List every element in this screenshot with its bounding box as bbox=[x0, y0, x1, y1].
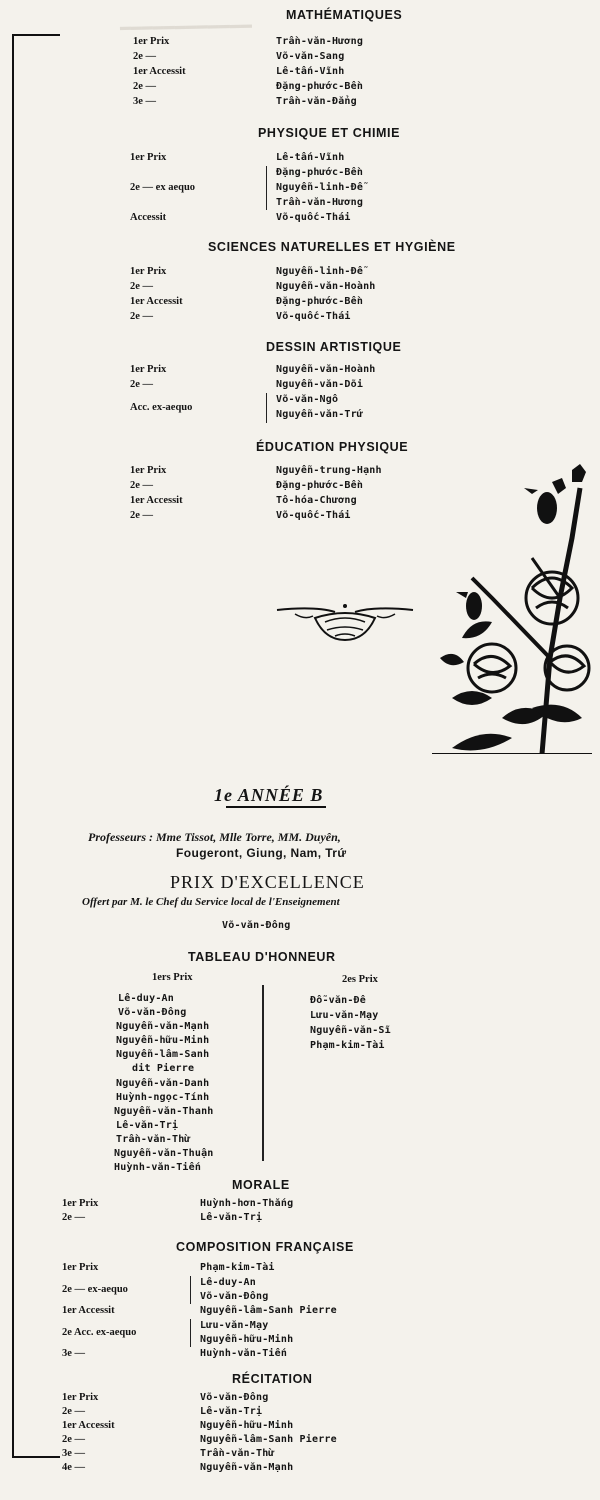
sciences-name-1: Nguyễn-linh-Đễ bbox=[276, 266, 364, 277]
tableau-col1-item: Nguyễn-văn-Thanh bbox=[114, 1106, 214, 1117]
math-rank-3: 1er Accessit bbox=[133, 66, 186, 77]
composition-name-3: Võ-văn-Đông bbox=[200, 1291, 269, 1302]
physique-heading: PHYSIQUE ET CHIMIE bbox=[258, 126, 401, 140]
education-name-4: Võ-quốc-Thái bbox=[276, 510, 351, 521]
physique-name-5: Võ-quốc-Thái bbox=[276, 212, 351, 223]
tableau-col1-item: dit Pierre bbox=[132, 1063, 195, 1074]
tableau-col1-item: Nguyễn-văn-Thuận bbox=[114, 1148, 214, 1159]
composition-name-7: Huỳnh-văn-Tiến bbox=[200, 1348, 288, 1359]
education-rank-3: 1er Accessit bbox=[130, 495, 183, 506]
recitation-name-3: Nguyễn-hữu-Minh bbox=[200, 1420, 294, 1431]
recitation-rank-1: 1er Prix bbox=[62, 1392, 99, 1403]
education-name-2: Đặng-phước-Bền bbox=[276, 480, 364, 491]
math-rank-2: 2e — bbox=[133, 51, 157, 62]
sciences-rank-2: 2e — bbox=[130, 281, 154, 292]
sciences-name-3: Đặng-phước-Bền bbox=[276, 296, 364, 307]
morale-heading: MORALE bbox=[232, 1178, 290, 1192]
composition-name-6: Nguyễn-hữu-Minh bbox=[200, 1334, 294, 1345]
tableau-col1-item: Nguyễn-văn-Danh bbox=[116, 1078, 210, 1089]
margin-bracket-vertical bbox=[12, 34, 14, 1458]
physique-name-2: Đặng-phước-Bền bbox=[276, 167, 364, 178]
dessin-heading: DESSIN ARTISTIQUE bbox=[266, 340, 402, 354]
recitation-name-2: Lê-văn-Trị bbox=[200, 1406, 263, 1417]
tableau-col1-item: Huỳnh-ngọc-Tính bbox=[116, 1092, 210, 1103]
tableau-col1-item: Nguyễn-văn-Mạnh bbox=[116, 1021, 210, 1032]
sciences-rank-3: 1er Accessit bbox=[130, 296, 183, 307]
flower-bird-illustration bbox=[432, 458, 592, 754]
tableau-col2-item: Lưu-văn-Mạy bbox=[310, 1010, 379, 1021]
physique-exaequo-brace bbox=[266, 166, 267, 210]
recitation-name-4: Nguyễn-lâm-Sanh Pierre bbox=[200, 1434, 337, 1445]
sciences-heading: SCIENCES NATURELLES ET HYGIÈNE bbox=[208, 240, 456, 254]
composition-exaequo-brace-2 bbox=[190, 1319, 191, 1347]
dessin-rank-1: 1er Prix bbox=[130, 364, 167, 375]
math-name-4: Đặng-phước-Bền bbox=[276, 81, 364, 92]
recitation-rank-2: 2e — bbox=[62, 1406, 86, 1417]
math-name-5: Trần-văn-Đẳng bbox=[276, 96, 357, 107]
bleed-through-text: ▬▬▬▬▬▬▬▬▬▬▬▬ bbox=[119, 18, 253, 34]
recitation-heading: RÉCITATION bbox=[232, 1372, 313, 1386]
recitation-name-6: Nguyễn-văn-Mạnh bbox=[200, 1462, 294, 1473]
recitation-rank-4: 2e — bbox=[62, 1434, 86, 1445]
tableau-col2-item: Phạm-kim-Tài bbox=[310, 1040, 385, 1051]
tableau-col1-item: Nguyễn-lâm-Sanh bbox=[116, 1049, 210, 1060]
composition-name-4: Nguyễn-lâm-Sanh Pierre bbox=[200, 1305, 337, 1316]
physique-rank-5: Accessit bbox=[130, 212, 167, 223]
tableau-col1-item: Trần-văn-Thừ bbox=[116, 1134, 191, 1145]
composition-name-5: Lưu-văn-Mạy bbox=[200, 1320, 269, 1331]
tableau-divider bbox=[262, 985, 264, 1161]
math-rank-1: 1er Prix bbox=[133, 36, 170, 47]
physique-rank-1: 1er Prix bbox=[130, 152, 167, 163]
dessin-name-2: Nguyễn-văn-Dõi bbox=[276, 379, 364, 390]
recitation-rank-5: 3e — bbox=[62, 1448, 86, 1459]
education-heading: ÉDUCATION PHYSIQUE bbox=[256, 440, 409, 454]
recitation-name-5: Trần-văn-Thừ bbox=[200, 1448, 275, 1459]
education-rank-4: 2e — bbox=[130, 510, 154, 521]
composition-rank-1: 1er Prix bbox=[62, 1262, 99, 1273]
physique-name-1: Lê-tấn-Vĩnh bbox=[276, 152, 345, 163]
excellence-title: PRIX D'EXCELLENCE bbox=[170, 872, 365, 892]
recitation-name-1: Võ-văn-Đông bbox=[200, 1392, 269, 1403]
sciences-name-2: Nguyễn-văn-Hoành bbox=[276, 281, 376, 292]
tableau-col1-item: Võ-văn-Đông bbox=[118, 1007, 187, 1018]
sciences-name-4: Võ-quốc-Thái bbox=[276, 311, 351, 322]
composition-rank-6: 2e Acc. ex-aequo bbox=[62, 1327, 137, 1338]
tableau-heading: TABLEAU D'HONNEUR bbox=[188, 950, 336, 964]
education-rank-1: 1er Prix bbox=[130, 465, 167, 476]
physique-rank-3: 2e — ex aequo bbox=[130, 182, 196, 193]
composition-name-1: Phạm-kim-Tài bbox=[200, 1262, 275, 1273]
dessin-name-3: Võ-văn-Ngô bbox=[276, 394, 339, 405]
dessin-name-1: Nguyễn-văn-Hoành bbox=[276, 364, 376, 375]
tableau-col1-item: Lê-văn-Trị bbox=[116, 1120, 179, 1131]
tableau-col1-item: Lê-duy-An bbox=[118, 993, 174, 1004]
math-rank-4: 2e — bbox=[133, 81, 157, 92]
professeurs-line-1: Professeurs : Mme Tissot, Mlle Torre, MM. Duyên, bbox=[88, 830, 341, 844]
morale-rank-1: 1er Prix bbox=[62, 1198, 99, 1209]
margin-bracket-bottom bbox=[12, 1456, 60, 1458]
sciences-rank-4: 2e — bbox=[130, 311, 154, 322]
education-name-3: Tô-hóa-Chương bbox=[276, 495, 357, 506]
morale-rank-2: 2e — bbox=[62, 1212, 86, 1223]
tableau-col2-item: Đỗ-văn-Đê bbox=[310, 995, 366, 1006]
margin-bracket-top bbox=[12, 34, 60, 36]
morale-name-1: Huỳnh-hơn-Thắng bbox=[200, 1198, 294, 1209]
tableau-col2-item: Nguyễn-văn-Sĩ bbox=[310, 1025, 391, 1036]
ornament-divider bbox=[275, 600, 415, 644]
recitation-rank-3: 1er Accessit bbox=[62, 1420, 115, 1431]
professeurs-line-2: Fougeront, Giung, Nam, Trứ bbox=[176, 846, 347, 860]
annee-title: 1e ANNÉE B bbox=[214, 785, 324, 805]
composition-rank-7: 3e — bbox=[62, 1348, 86, 1359]
recitation-rank-6: 4e — bbox=[62, 1462, 86, 1473]
education-rank-2: 2e — bbox=[130, 480, 154, 491]
composition-heading: COMPOSITION FRANÇAISE bbox=[176, 1240, 354, 1254]
education-name-1: Nguyễn-trung-Hạnh bbox=[276, 465, 382, 476]
math-name-3: Lê-tấn-Vĩnh bbox=[276, 66, 345, 77]
composition-exaequo-brace-1 bbox=[190, 1276, 191, 1304]
dessin-exaequo-brace bbox=[266, 393, 267, 423]
physique-name-3: Nguyễn-linh-Đễ bbox=[276, 182, 364, 193]
math-name-1: Trần-văn-Hương bbox=[276, 36, 364, 47]
physique-name-4: Trần-văn-Hương bbox=[276, 197, 364, 208]
math-name-2: Võ-văn-Sang bbox=[276, 51, 345, 62]
math-heading: MATHÉMATIQUES bbox=[286, 8, 403, 22]
tableau-col2-label: 2es Prix bbox=[342, 974, 378, 985]
tableau-col1-label: 1ers Prix bbox=[152, 972, 193, 983]
math-rank-5: 3e — bbox=[133, 96, 157, 107]
sciences-rank-1: 1er Prix bbox=[130, 266, 167, 277]
composition-name-2: Lê-duy-An bbox=[200, 1277, 256, 1288]
composition-rank-4: 1er Accessit bbox=[62, 1305, 115, 1316]
dessin-rank-2: 2e — bbox=[130, 379, 154, 390]
composition-rank-3: 2e — ex-aequo bbox=[62, 1284, 128, 1295]
tableau-col1-item: Nguyễn-hữu-Minh bbox=[116, 1035, 210, 1046]
excellence-offer: Offert par M. le Chef du Service local de l'Enseignement bbox=[82, 896, 340, 908]
excellence-name: Võ-văn-Đông bbox=[222, 920, 291, 931]
morale-name-2: Lê-văn-Trị bbox=[200, 1212, 263, 1223]
dessin-name-4: Nguyễn-văn-Trứ bbox=[276, 409, 364, 420]
dessin-rank-4: Acc. ex-aequo bbox=[130, 402, 193, 413]
tableau-col1-item: Huỳnh-văn-Tiến bbox=[114, 1162, 202, 1173]
annee-title-underline bbox=[226, 806, 326, 808]
